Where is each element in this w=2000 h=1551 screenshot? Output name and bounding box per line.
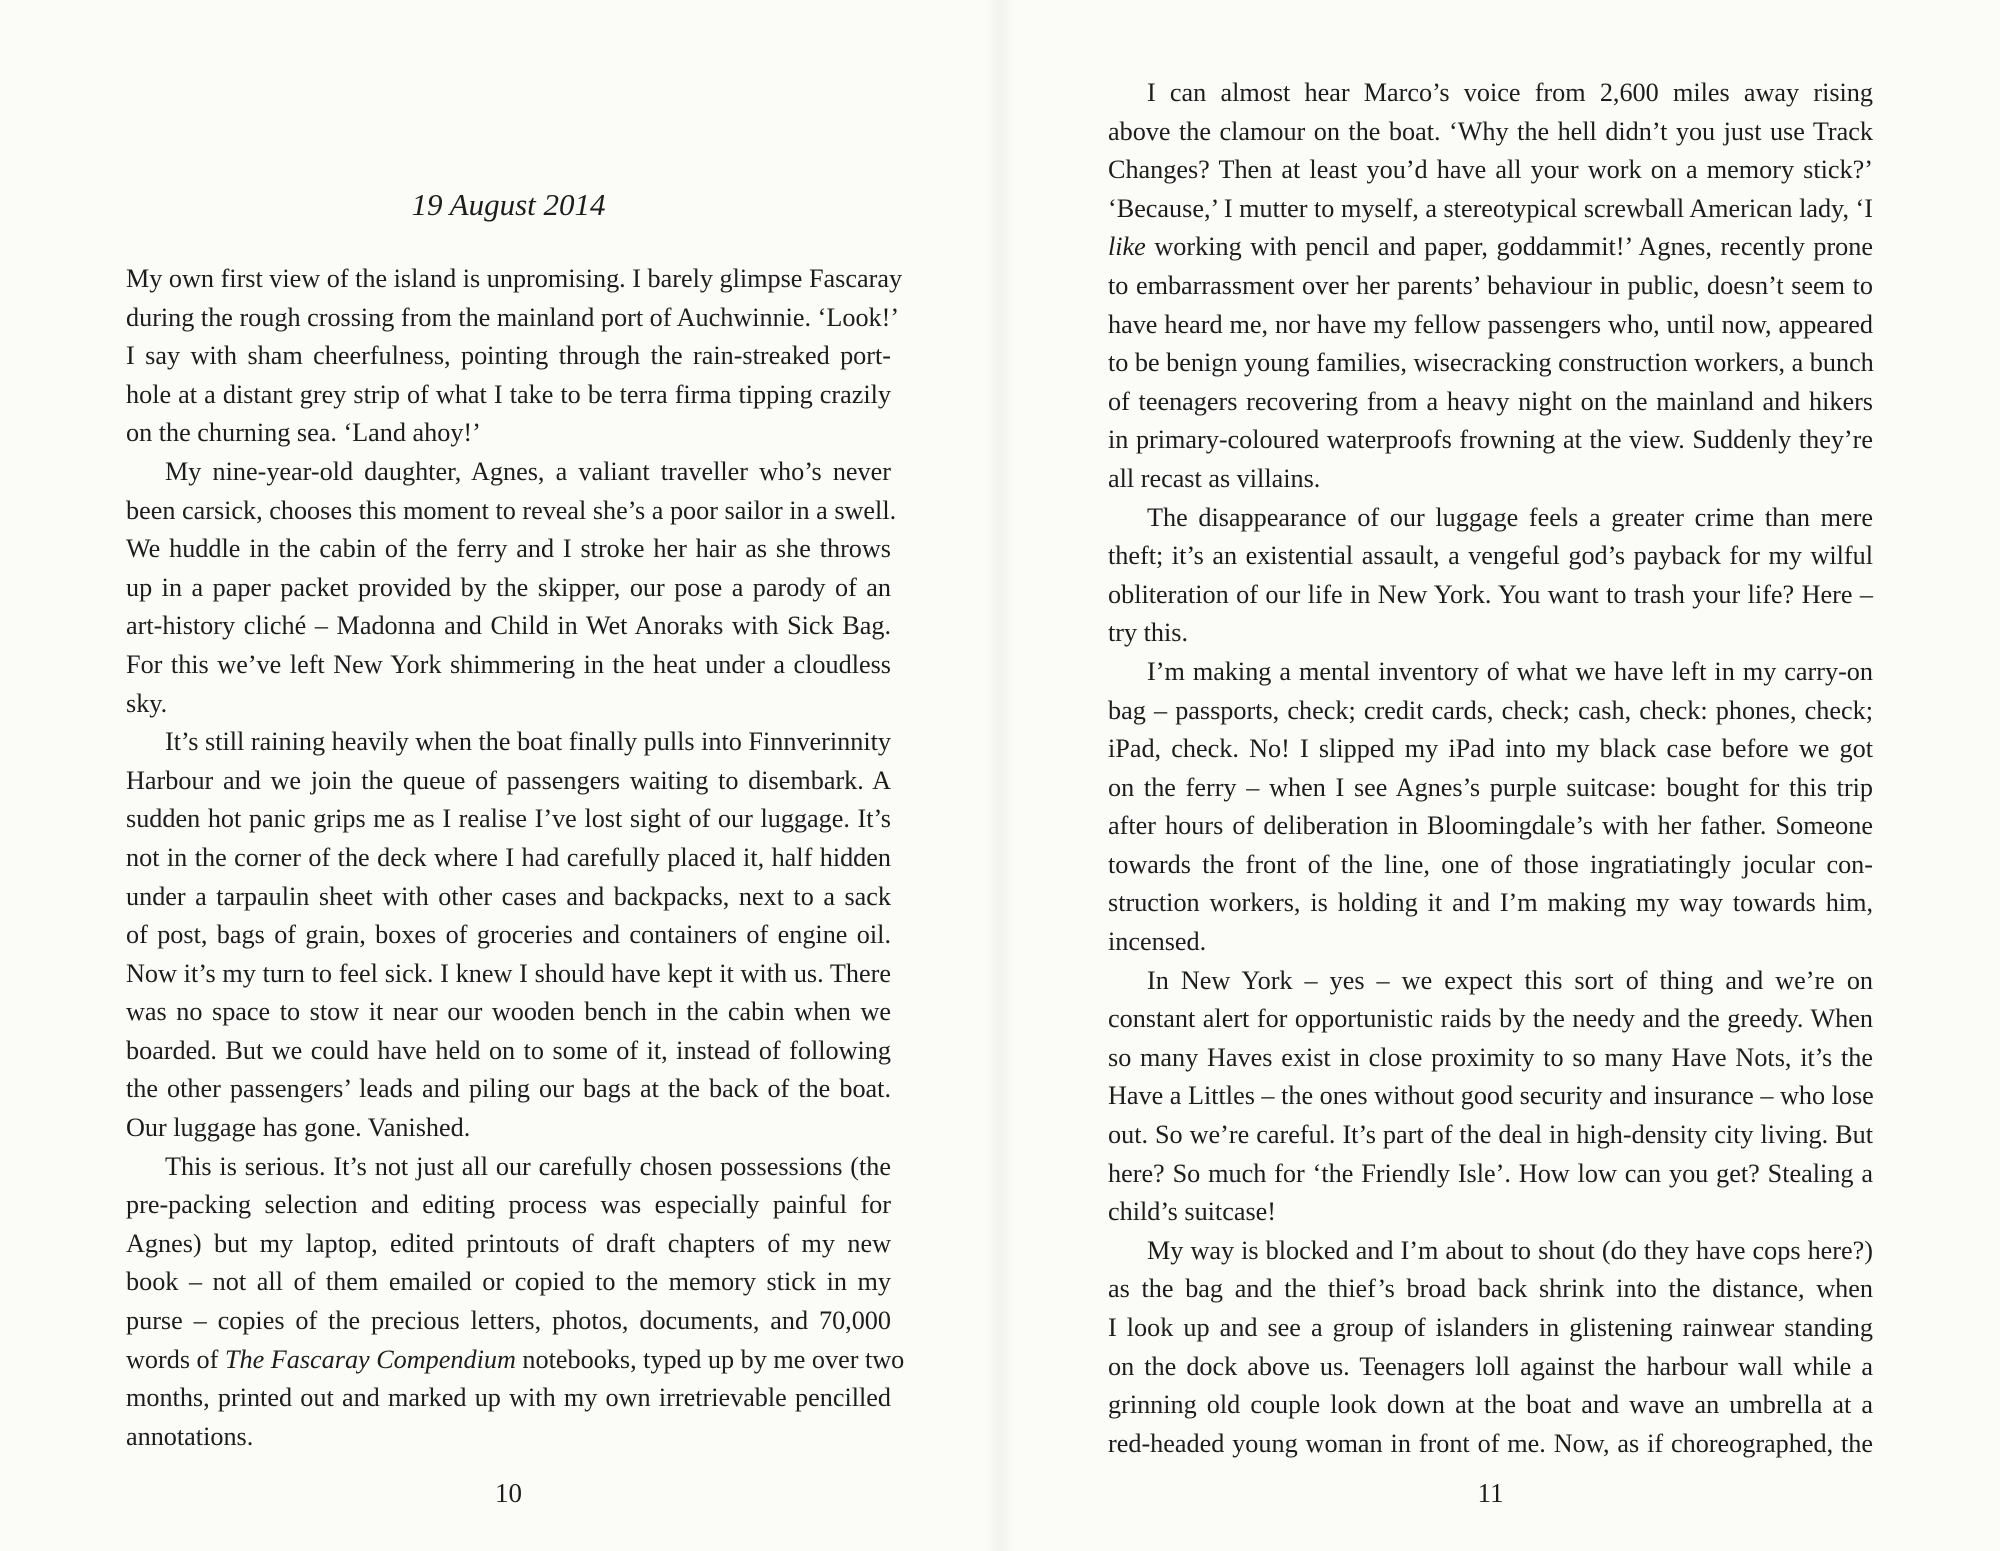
words-of-prefix: words of [126,1344,225,1374]
text-line: incensed. [1108,927,1207,957]
page-number: 10 [495,1478,522,1508]
text-line: was no space to stow it near our wooden bench in the cabin when we [126,997,891,1027]
text-line: up in a paper packet provided by the skipper, our pose a parody of an [126,572,891,602]
text-line: Our luggage has gone. Vanished. [126,1113,471,1143]
text-line: here? So much for ‘the Friendly Isle’. How low can you get? Stealing a [1108,1158,1873,1188]
text-line: as the bag and the thief’s broad back shrink into the distance, when [1108,1274,1873,1304]
page-number: 11 [1477,1478,1504,1508]
text-line: towards the front of the line, one of those ingratiatingly jocular con- [1108,849,1873,879]
text-line: In New York – yes – we expect this sort of thing and we’re on [1147,965,1873,995]
text-line: to embarrassment over her parents’ behaviour in public, doesn’t seem to [1108,270,1873,300]
text-line: The disappearance of our luggage feels a greater crime than mere [1147,502,1873,532]
text-line: My way is blocked and I’m about to shout (do they have cops here?) [1147,1235,1873,1265]
text-line: My nine-year-old daughter, Agnes, a valiant traveller who’s never [165,456,891,486]
text-line: Agnes) but my laptop, edited printouts of draft chapters of my new [126,1228,891,1258]
text-line: on the dock above us. Teenagers loll against the harbour wall while a [1108,1351,1873,1381]
book-title: The Fascaray Compendium [224,1344,516,1374]
text-line: the other passengers’ leads and piling our bags at the back of the boat. [126,1074,891,1104]
text-line: months, printed out and marked up with my own irretrievable pencilled [126,1383,891,1413]
text-line: grinning old couple look down at the boat and wave an umbrella at a [1108,1390,1873,1420]
text-line: struction workers, is holding it and I’m making my way towards him, [1108,888,1873,918]
text-line: My own first view of the island is unpromising. I barely glimpse Fascaray [126,264,903,293]
text-line: book – not all of them emailed or copied to the memory stick in my [126,1267,891,1297]
text-line: Now it’s my turn to feel sick. I knew I should have kept it with us. There [126,958,891,988]
text-line: pre-packing selection and editing process was especially painful for [126,1190,891,1220]
text-line: red-headed young woman in front of me. Now, as if choreographed, the [1108,1428,1873,1458]
text-line: of post, bags of grain, boxes of groceries and containers of engine oil. [126,920,891,950]
text-line: theft; it’s an existential assault, a vengeful god’s payback for my wilful [1108,541,1873,571]
text-line: I can almost hear Marco’s voice from 2,600 miles away rising [1147,78,1873,107]
text-line: I’m making a mental inventory of what we have left in my carry-on [1147,656,1873,686]
text-line: It’s still raining heavily when the boat finally pulls into Finnverinnity [165,727,891,757]
text-line: ‘Because,’ I mutter to myself, a stereotypical screwball American lady, ‘I [1108,193,1873,223]
text-line: of teenagers recovering from a heavy night on the mainland and hikers [1108,386,1873,416]
text-line: We huddle in the cabin of the ferry and I stroke her hair as she throws [126,534,891,564]
right-page [1000,0,2000,1551]
text-line: so many Haves exist in close proximity to so many Have Nots, it’s the [1108,1042,1873,1072]
text-line: to be benign young families, wisecracking construction workers, a bunch [1108,348,1874,378]
text-line: hole at a distant grey strip of what I take to be terra firma tipping crazily [126,379,891,409]
date-heading: 19 August 2014 [411,187,606,222]
text-line: on the ferry – when I see Agnes’s purple suitcase: bought for this trip [1108,772,1873,802]
text-line: sky. [126,688,168,718]
text-line-rest: working with pencil and paper, goddammit!’ Agnes, recently prone [1145,232,1873,262]
text-line: all recast as villains. [1108,463,1321,493]
text-line: in primary-coloured waterproofs frowning at the view. Suddenly they’re [1108,425,1873,455]
text-line: under a tarpaulin sheet with other cases and backpacks, next to a sack [126,881,891,911]
text-line: have heard me, nor have my fellow passengers who, until now, appeared [1108,309,1873,339]
text-line: out. So we’re careful. It’s part of the deal in high-density city living. But [1108,1120,1873,1150]
text-line: try this. [1108,618,1189,648]
text-line: Harbour and we join the queue of passengers waiting to disembark. A [126,765,891,795]
text-line: bag – passports, check; credit cards, check; cash, check: phones, check; [1108,695,1873,725]
text-line: boarded. But we could have held on to some of it, instead of following [126,1035,891,1065]
text-line: constant alert for opportunistic raids by the needy and the greedy. When [1108,1004,1873,1034]
text-line: on the churning sea. ‘Land ahoy!’ [126,418,481,448]
text-line: above the clamour on the boat. ‘Why the hell didn’t you just use Track [1108,116,1873,146]
text-line: iPad, check. No! I slipped my iPad into my black case before we got [1108,734,1873,764]
text-line: obliteration of our life in New York. You want to trash your life? Here – [1108,579,1873,609]
text-line: annotations. [126,1421,254,1451]
text-line [126,1341,905,1380]
text-line: I look up and see a group of islanders in glistening rainwear standing [1108,1313,1873,1342]
text-line: This is serious. It’s not just all our carefully chosen possessions (the [165,1151,891,1181]
text-line: after hours of deliberation in Bloomingdale’s with her father. Someone [1108,811,1873,841]
text-line: during the rough crossing from the mainland port of Auchwinnie. ‘Look!’ [126,302,900,332]
text-line [1108,228,1873,267]
text-line-rest: notebooks, typed up by me over two [522,1344,905,1374]
text-line: not in the corner of the deck where I had carefully placed it, half hidden [126,842,891,872]
text-line: Changes? Then at least you’d have all your work on a memory stick?’ [1108,155,1873,185]
text-line: art-history cliché – Madonna and Child in Wet Anoraks with Sick Bag. [126,611,891,641]
text-line: Have a Littles – the ones without good security and insurance – who lose [1108,1081,1874,1111]
right-page-body [1108,74,1873,1463]
text-line: child’s suitcase! [1108,1197,1276,1227]
text-line: For this we’ve left New York shimmering in the heat under a cloudless [126,649,891,679]
text-line: purse – copies of the precious letters, photos, documents, and 70,000 [126,1306,891,1336]
text-line: been carsick, chooses this moment to reveal she’s a poor sailor in a swell. [126,495,897,525]
text-line: I say with sham cheerfulness, pointing through the rain-streaked port- [126,341,891,371]
emphasis-word: like [1108,232,1146,262]
left-page-body [126,260,905,1456]
text-line: sudden hot panic grips me as I realise I’ve lost sight of our luggage. It’s [126,804,891,834]
